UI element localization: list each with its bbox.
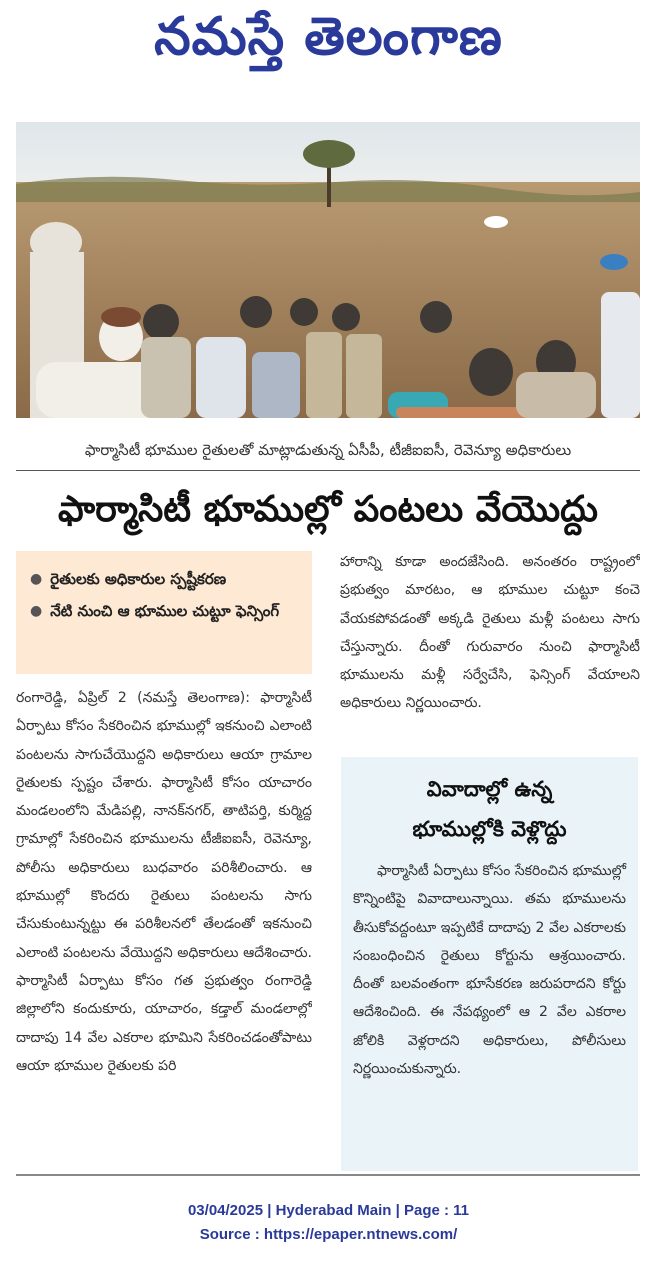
highlight-item: ● రైతులకు అధికారుల స్పష్టీకరణ	[30, 567, 302, 591]
footer-dateline: 03/04/2025 | Hyderabad Main | Page : 11	[187, 1202, 470, 1219]
article-column-right	[340, 548, 640, 742]
article-column-left	[16, 684, 312, 1094]
masthead-title: నమస్తే తెలంగాణ	[154, 7, 503, 67]
highlights-box	[16, 551, 312, 674]
headline: ఫార్మాసిటీ భూముల్లో పంటలు వేయొద్దు	[57, 489, 599, 530]
photo-icon	[16, 122, 640, 418]
article-text-right: హారాన్ని కూడా అందజేసింది. అనంతరం రాష్ట్రంలో ప్రభుత్వం మారటం, ఆ భూముల చుట్టూ కంచె వేయకపోవడంతో అక్కడి రైతులు మళ్లీ పంటలు సాగు చేస్తున్నారు. దీంతో గురువారం నుంచి ఫార్మాసిటీ భూములను మళ్లీ సర్వేచేసి, ఫెన్సింగ్ వేయాలని అధికారులు నిర్ణయించారు.	[340, 554, 640, 712]
highlight-item: ● నేటి నుంచి ఆ భూముల చుట్టూ ఫెన్సింగ్	[30, 599, 302, 623]
sidebar-text: ఫార్మాసిటీ ఏర్పాటు కోసం సేకరించిన భూముల్లో కొన్నింటిపై వివాదాలున్నాయి. తమ భూములను తీసుకోవద్దంటూ ఇప్పటికే దాదాపు 2 వేల ఎకరాలకు సంబంధించిన రైతులు కోర్టును ఆశ్రయించారు. దీంతో బలవంతంగా భూసేకరణ జరుపరాదని కోర్టు ఆదేశించింది. ఈ నేపథ్యంలో ఆ 2 వేల ఎకరాల జోలికి వెళ్లరాదని అధికారులు, పోలీసులు నిర్ణయించుకున్నారు.	[353, 863, 626, 1078]
divider	[16, 470, 640, 471]
sidebar-box	[341, 757, 638, 1171]
news-photo	[16, 122, 640, 418]
bullet-icon: ●	[30, 571, 43, 587]
sidebar-title: వివాదాల్లో ఉన్న భూముల్లోకి వెళ్లొద్దు	[412, 777, 567, 841]
bullet-icon: ●	[30, 603, 43, 619]
footer-divider	[16, 1174, 640, 1176]
article-text-left: రంగారెడ్డి, ఏప్రిల్ 2 (నమస్తే తెలంగాణ): ఫార్మాసిటీ ఏర్పాటు కోసం సేకరించిన భూముల్లో ఇకనుంచి ఎలాంటి పంటలను సాగుచేయొద్దని అధికారులు ఆయా గ్రామాల రైతులకు స్పష్టం చేశారు. ఫార్మాసిటీ కోసం యాచారం మండలంలోని మేడిపల్లి, నానక్‌నగర్, తాటిపర్తి, కుర్మిద్ద గ్రామాల్లో సేకరించిన భూములను టీజీఐఐసీ, రెవెన్యూ, పోలీసు అధికారులు బుధవారం పరిశీలించారు. ఆ భూముల్లో కొందరు రైతులు పంటలను సాగు చేసుకుంటున్నట్టు ఈ పరిశీలనలో తేలడంతో ఇకనుంచి ఎలాంటి పంటలను వేయొద్దని అధికారులు ఆదేశించారు. ఫార్మాసిటీ ఏర్పాటు కోసం గత ప్రభుత్వం రంగారెడ్డి జిల్లాలోని కందుకూరు, యాచారం, కడ్తాల్ మండలాల్లో దాదాపు 14 వేల ఎకరాల భూమిని సేకరించడంతోపాటు ఆయా భూముల రైతులకు పరి	[16, 690, 312, 1074]
footer-source[interactable]: Source : https://epaper.ntnews.com/	[199, 1226, 458, 1243]
photo-caption: ఫార్మాసిటీ భూముల రైతులతో మాట్లాడుతున్న ఏసీపీ, టీజీఐఐసీ, రెవెన్యూ అధికారులు	[84, 441, 572, 459]
